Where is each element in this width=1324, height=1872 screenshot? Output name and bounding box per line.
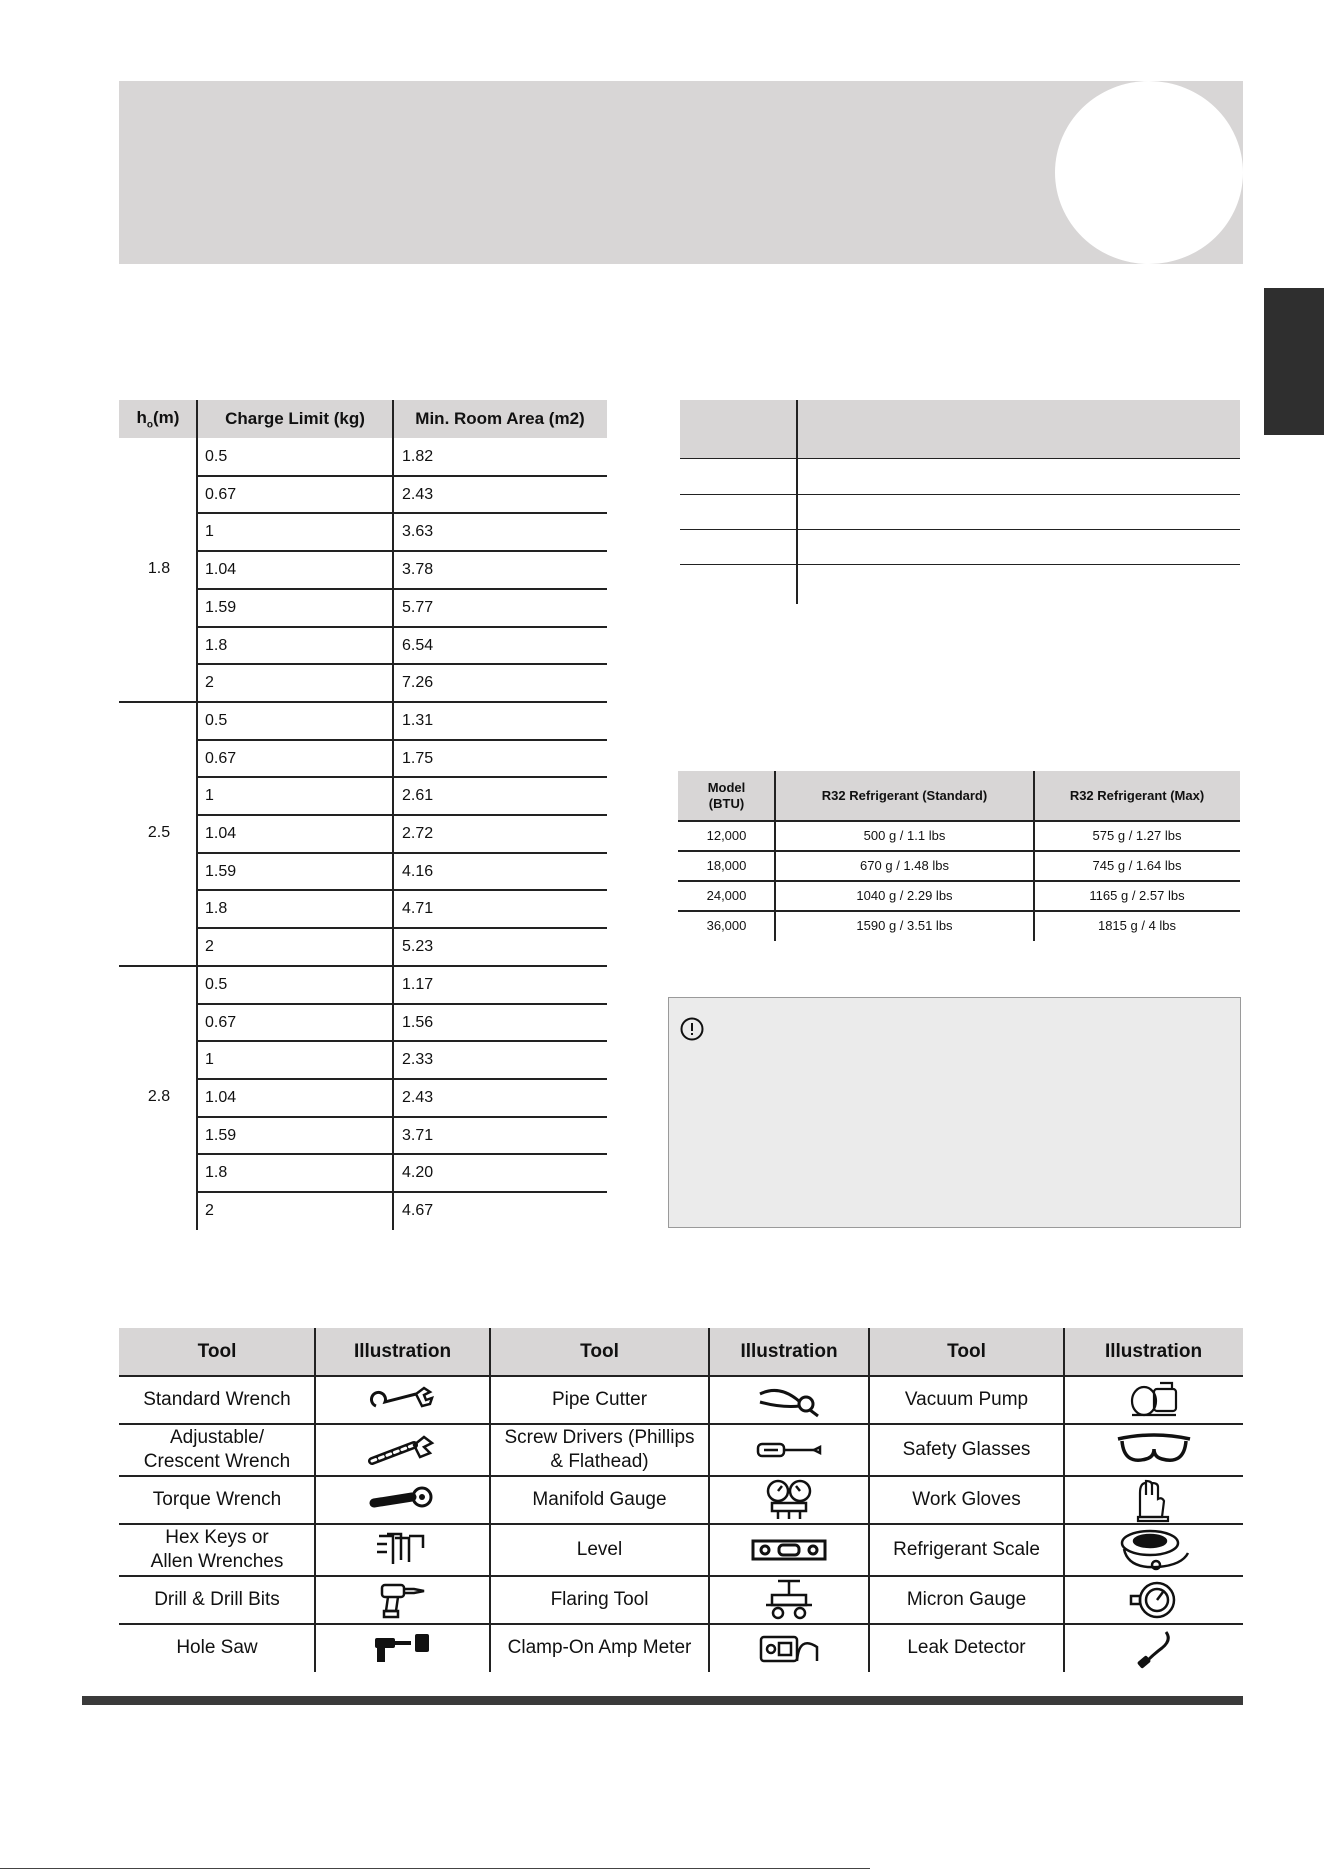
column-divider [392, 400, 394, 438]
min-room-area-cell: 1.75 [402, 749, 434, 767]
h0-value: 2.8 [147, 1087, 171, 1105]
tool-name-cell: Vacuum Pump [904, 1389, 1029, 1410]
tool-header: Tool [869, 1328, 1064, 1376]
charge-limit-cell: 1.59 [205, 1126, 237, 1144]
manifold-gauge-icon [709, 1476, 869, 1524]
blank-table-rule [680, 529, 1240, 530]
min-room-area-cell: 1.56 [402, 1013, 434, 1031]
max-cell: 1815 g / 4 lbs [1097, 918, 1177, 933]
charge-limit-cell: 1.59 [205, 598, 237, 616]
header-circle-decoration [1055, 81, 1243, 264]
tool-header: Tool [119, 1328, 315, 1376]
hole-saw-icon [315, 1624, 490, 1672]
row-rule [197, 663, 607, 665]
refrigerant-scale-icon [1064, 1524, 1243, 1576]
row-rule [197, 814, 607, 816]
h0-value: 1.8 [147, 559, 171, 577]
blank-table-divider [796, 400, 798, 604]
min-room-area-cell: 2.33 [402, 1051, 434, 1069]
min-room-area-cell: 2.43 [402, 485, 434, 503]
row-rule [197, 512, 607, 514]
leak-detector-icon [1064, 1624, 1243, 1672]
min-room-area-cell: 1.17 [402, 975, 434, 993]
column-divider [196, 400, 198, 438]
flaring-tool-icon [709, 1576, 869, 1624]
charge-limit-cell: 1 [205, 787, 214, 805]
hex-keys-icon [315, 1524, 490, 1576]
row-rule [197, 1003, 607, 1005]
row-rule [197, 776, 607, 778]
level-icon [709, 1524, 869, 1576]
charge-limit-cell: 0.5 [205, 975, 228, 993]
row-rule [197, 1153, 607, 1155]
tool-name-cell: Drill & Drill Bits [154, 1589, 280, 1610]
blank-table-header [680, 400, 1240, 458]
micron-gauge-icon [1064, 1576, 1243, 1624]
blank-table [680, 400, 1240, 604]
standard-cell: 500 g / 1.1 lbs [863, 828, 946, 843]
wrench-icon [315, 1376, 490, 1424]
group-rule [119, 965, 607, 967]
charge-limit-cell: 1 [205, 523, 214, 541]
charge-limit-cell: 2 [205, 1202, 214, 1219]
row-rule [197, 1040, 607, 1042]
notice-box [668, 997, 1241, 1228]
min-room-area-header: Min. Room Area (m2) [393, 400, 607, 438]
charge-limit-header: Charge Limit (kg) [197, 400, 393, 438]
tool-name-cell: Hex Keys or Allen Wrenches [150, 1527, 284, 1572]
bottom-rule [0, 1868, 870, 1869]
tool-name-cell: Pipe Cutter [551, 1389, 648, 1410]
charge-limit-cell: 1.8 [205, 636, 228, 654]
min-room-area-cell: 6.54 [402, 636, 434, 654]
exclamation-circle-icon [680, 1017, 704, 1041]
blank-table-rule [680, 564, 1240, 565]
model-cell: 18,000 [706, 858, 747, 873]
tool-name-cell: Hole Saw [176, 1637, 258, 1658]
group-rule [119, 701, 607, 703]
screwdriver-icon [709, 1424, 869, 1476]
row-rule [197, 1078, 607, 1080]
min-room-area-cell: 3.63 [402, 523, 434, 541]
charge-limit-cell: 1.04 [205, 825, 237, 842]
min-room-area-cell: 4.71 [402, 900, 434, 918]
tool-name-cell: Clamp-On Amp Meter [507, 1637, 692, 1658]
model-header: Model (BTU) [707, 780, 746, 811]
row-rule [197, 1116, 607, 1118]
charge-limit-cell: 1.04 [205, 1088, 237, 1106]
column-divider [774, 771, 776, 941]
charge-limit-cell: 2 [205, 674, 214, 692]
column-divider [708, 1328, 710, 1672]
tool-name-cell: Screw Drivers (Phillips & Flathead) [504, 1427, 695, 1472]
standard-header: R32 Refrigerant (Standard) [821, 788, 988, 803]
clamp-meter-icon [709, 1624, 869, 1672]
adjustable-wrench-icon [315, 1424, 490, 1476]
tool-header: Tool [490, 1328, 709, 1376]
footer-bar [82, 1696, 1243, 1705]
tool-name-cell: Torque Wrench [152, 1489, 282, 1510]
charge-limit-cell: 0.67 [205, 1013, 237, 1031]
row-rule [197, 739, 607, 741]
charge-limit-cell: 0.5 [205, 711, 228, 729]
safety-glasses-icon [1064, 1424, 1243, 1476]
charge-limit-cell: 1.04 [205, 561, 237, 579]
row-rule [197, 626, 607, 628]
charge-limit-cell: 0.67 [205, 749, 237, 767]
blank-table-rule [680, 494, 1240, 495]
row-rule [197, 588, 607, 590]
min-room-area-cell: 4.20 [402, 1164, 434, 1182]
max-cell: 575 g / 1.27 lbs [1092, 828, 1182, 843]
charge-limit-cell: 1.8 [205, 1164, 228, 1182]
standard-cell: 1590 g / 3.51 lbs [856, 918, 953, 933]
tool-name-cell: Safety Glasses [902, 1439, 1031, 1460]
h0-header [119, 400, 197, 438]
column-divider [314, 1328, 316, 1672]
max-cell: 745 g / 1.64 lbs [1092, 858, 1182, 873]
row-rule [197, 550, 607, 552]
tool-name-cell: Refrigerant Scale [893, 1539, 1040, 1560]
charge-limit-cell: 2 [205, 938, 214, 956]
column-divider [1033, 771, 1035, 941]
min-room-area-cell: 5.77 [402, 598, 434, 616]
pipe-cutter-icon [709, 1376, 869, 1424]
standard-cell: 1040 g / 2.29 lbs [856, 888, 953, 903]
tool-name-cell: Flaring Tool [550, 1589, 649, 1610]
min-room-area-cell: 7.26 [402, 674, 434, 692]
min-room-area-cell: 3.71 [402, 1126, 434, 1144]
row-rule [197, 852, 607, 854]
tool-name-cell: Level [576, 1539, 623, 1560]
min-room-area-cell: 5.23 [402, 938, 434, 956]
min-room-area-cell: 4.67 [402, 1202, 434, 1219]
tool-name-cell: Standard Wrench [143, 1389, 291, 1410]
illustration-header: Illustration [1064, 1328, 1243, 1376]
tool-name-cell: Adjustable/ Crescent Wrench [143, 1427, 291, 1472]
section-side-tab [1264, 288, 1324, 435]
charge-limit-cell: 1.8 [205, 900, 228, 918]
min-room-area-cell: 2.43 [402, 1088, 434, 1106]
min-room-area-cell: 4.16 [402, 862, 434, 880]
tool-name-cell: Leak Detector [907, 1637, 1026, 1658]
min-room-area-cell: 1.82 [402, 448, 434, 465]
min-room-area-cell: 2.72 [402, 825, 434, 842]
max-cell: 1165 g / 2.57 lbs [1089, 888, 1185, 903]
row-rule [197, 927, 607, 929]
h0-header-text: $h_o(m)$ [136, 407, 180, 431]
illustration-header: Illustration [315, 1328, 490, 1376]
model-cell: 12,000 [706, 828, 747, 843]
work-gloves-icon [1064, 1476, 1243, 1524]
min-room-area-cell: 1.31 [402, 711, 434, 729]
column-divider [868, 1328, 870, 1672]
model-cell: 36,000 [706, 918, 747, 933]
min-room-area-cell: 3.78 [402, 561, 434, 579]
charge-limit-cell: 0.5 [205, 448, 228, 465]
row-rule [197, 475, 607, 477]
charge-limit-cell: 0.67 [205, 485, 237, 503]
row-rule [197, 1191, 607, 1193]
column-divider [392, 438, 394, 1230]
tool-name-cell: Work Gloves [912, 1489, 1021, 1510]
drill-icon [315, 1576, 490, 1624]
max-header: R32 Refrigerant (Max) [1069, 788, 1205, 803]
torque-wrench-icon [315, 1476, 490, 1524]
row-rule [119, 1375, 1243, 1377]
standard-cell: 670 g / 1.48 lbs [860, 858, 949, 873]
column-divider [196, 438, 198, 1230]
vacuum-pump-icon [1064, 1376, 1243, 1424]
charge-limit-cell: 1.59 [205, 862, 237, 880]
tool-name-cell: Manifold Gauge [532, 1489, 667, 1510]
blank-table-rule [680, 458, 1240, 459]
h0-value: 2.5 [147, 823, 171, 841]
model-cell: 24,000 [706, 888, 747, 903]
min-room-area-cell: 2.61 [402, 787, 434, 805]
row-rule [197, 889, 607, 891]
charge-limit-cell: 1 [205, 1051, 214, 1069]
tool-name-cell: Micron Gauge [906, 1589, 1027, 1610]
illustration-header: Illustration [709, 1328, 869, 1376]
column-divider [1063, 1328, 1065, 1672]
column-divider [489, 1328, 491, 1672]
